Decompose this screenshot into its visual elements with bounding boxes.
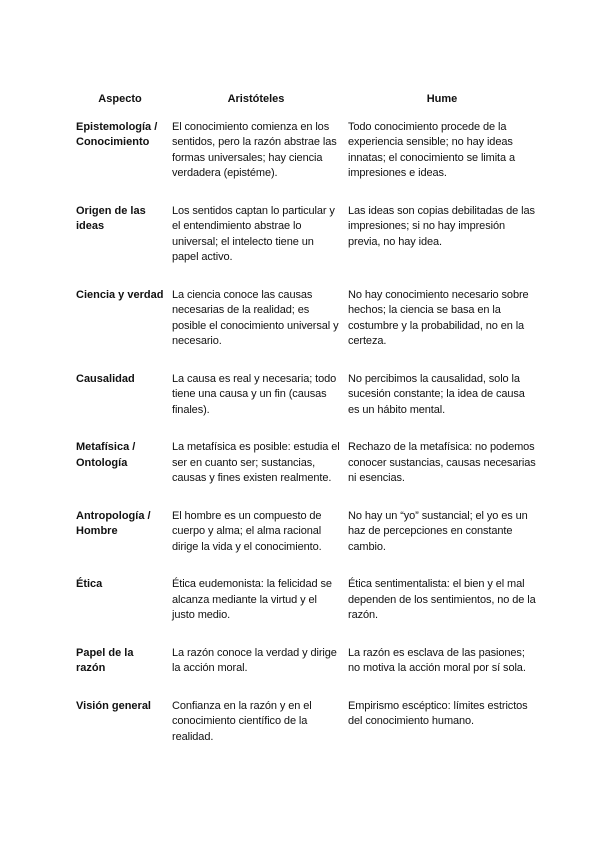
row-aristoteles: El hombre es un compuesto de cuerpo y alma; el alma racional dirige la vida y el conocimiento. xyxy=(172,509,322,553)
row-hume: Las ideas son copias debilitadas de las impresiones; si no hay impresión previa, no hay idea. xyxy=(348,204,535,248)
row-aristoteles: Confianza en la razón y en el conocimiento científico de la realidad. xyxy=(172,699,312,743)
table-row xyxy=(72,120,540,204)
row-aspect: Ciencia y verdad xyxy=(76,288,164,301)
row-aristoteles: La causa es real y necesaria; todo tiene una causa y un fin (causas finales). xyxy=(172,372,337,416)
row-aspect: Papel de la razón xyxy=(76,646,134,674)
row-aspect: Epistemología / Conocimiento xyxy=(76,120,158,148)
table-row xyxy=(72,440,540,509)
row-hume: La razón es esclava de las pasiones; no motiva la acción moral por sí sola. xyxy=(348,646,526,674)
row-aristoteles: La ciencia conoce las causas necesarias de la realidad; es posible el conocimiento universal y necesario. xyxy=(172,288,339,347)
row-hume: No hay conocimiento necesario sobre hechos; la ciencia se basa en la costumbre y la probabilidad, no en la certeza. xyxy=(348,288,529,347)
row-hume: Rechazo de la metafísica: no podemos conocer sustancias, causas necesarias ni esencias. xyxy=(348,441,536,484)
header-aspecto: Aspecto xyxy=(98,93,142,105)
row-hume: Todo conocimiento procede de la experiencia sensible; no hay ideas innatas; el conocimiento se limita a impresiones e ideas. xyxy=(348,120,515,179)
table-row xyxy=(72,372,540,441)
row-aspect: Antropología / Hombre xyxy=(76,509,151,537)
table-row xyxy=(72,699,540,768)
row-aristoteles: El conocimiento comienza en los sentidos, pero la razón abstrae las formas universales; hay ciencia verdadera (epistéme). xyxy=(172,120,337,179)
row-aristoteles: La razón conoce la verdad y dirige la acción moral. xyxy=(172,646,337,674)
row-aristoteles: Ética eudemonista: la felicidad se alcanza mediante la virtud y el justo medio. xyxy=(172,578,332,621)
table-row xyxy=(72,204,540,288)
row-aspect: Ética xyxy=(76,578,103,590)
row-aristoteles: Los sentidos captan lo particular y el entendimiento abstrae lo universal; el intelecto tiene un papel activo. xyxy=(172,204,335,263)
row-hume: No percibimos la causalidad, solo la sucesión constante; la idea de causa es un hábito mental. xyxy=(348,372,525,416)
row-aristoteles: La metafísica es posible: estudia el ser en cuanto ser; sustancias, causas y fines existen realmente. xyxy=(172,441,340,484)
header-aristoteles: Aristóteles xyxy=(227,93,285,105)
row-aspect: Metafísica / Ontología xyxy=(76,441,136,469)
table-row xyxy=(72,509,540,578)
header-hume: Hume xyxy=(426,93,458,105)
row-hume: Ética sentimentalista: el bien y el mal dependen de los sentimientos, no de la razón. xyxy=(348,578,536,621)
row-aspect: Origen de las ideas xyxy=(76,204,146,232)
row-aspect: Visión general xyxy=(76,699,151,712)
row-hume: Empirismo escéptico: límites estrictos del conocimiento humano. xyxy=(348,699,528,727)
table-row xyxy=(72,288,540,372)
table-header-row xyxy=(72,88,540,120)
comparison-table xyxy=(72,88,540,767)
row-aspect: Causalidad xyxy=(76,372,135,385)
table-row xyxy=(72,577,540,646)
row-hume: No hay un “yo” sustancial; el yo es un haz de percepciones en constante cambio. xyxy=(348,509,528,553)
table-row xyxy=(72,646,540,699)
